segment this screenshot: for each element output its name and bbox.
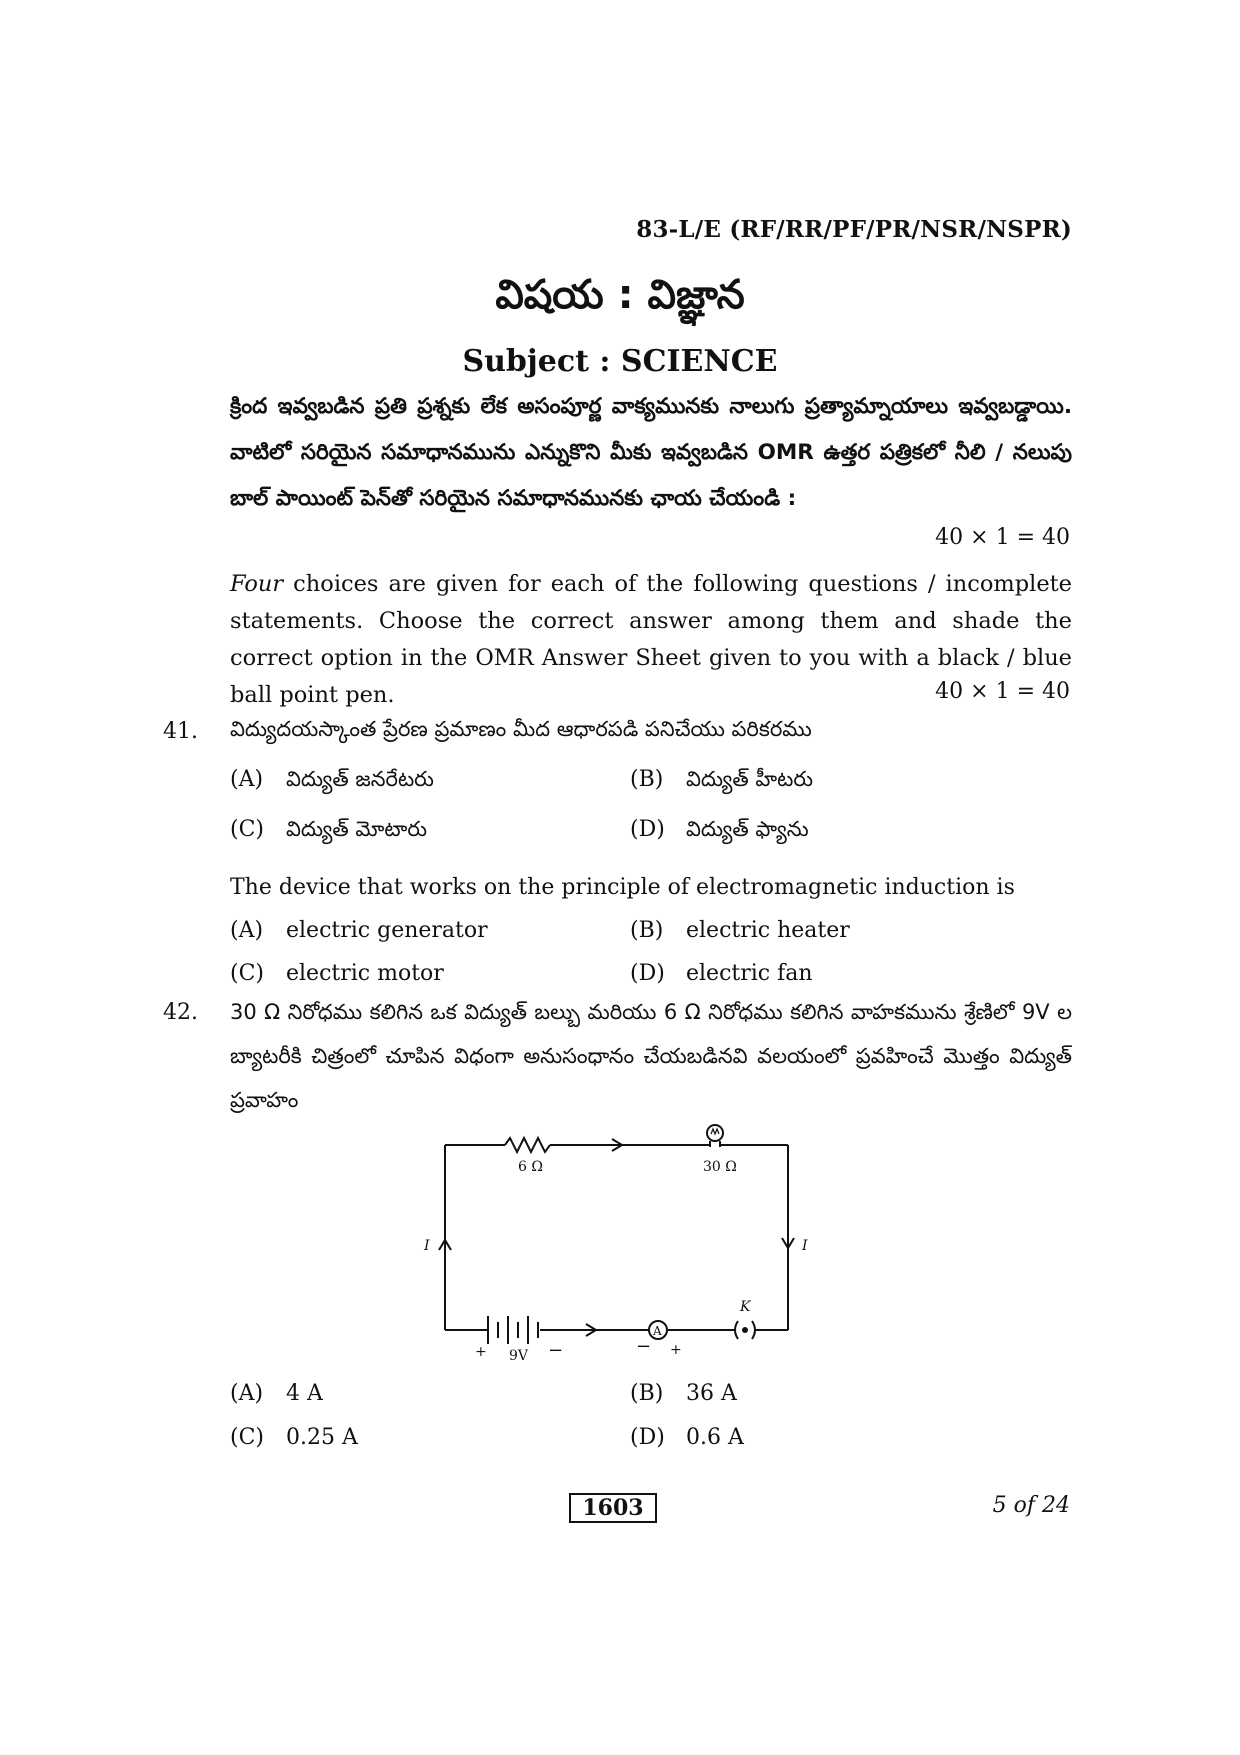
option-text: విద్యుత్ ఫ్యాను [686, 817, 809, 841]
page-code-box: 1603 [569, 1493, 657, 1523]
option-label: (D) [630, 1425, 665, 1450]
subject-title-english: Subject : SCIENCE [462, 344, 778, 379]
battery-label: 9V [509, 1348, 529, 1360]
q42-option-a[interactable] [230, 1381, 323, 1406]
option-text: విద్యుత్ మోటారు [286, 817, 428, 841]
q42-option-d[interactable] [630, 1425, 744, 1450]
option-text: electric heater [686, 918, 850, 943]
bulb-label: 30 Ω [703, 1159, 737, 1175]
ammeter-label: A [653, 1324, 662, 1338]
option-text: విద్యుత్ హీటరు [686, 767, 814, 791]
current-label-right: I [802, 1238, 808, 1254]
q41-option-d-english[interactable] [630, 961, 813, 986]
instructions-english-lead: Four [230, 571, 284, 597]
q41-option-a-english[interactable] [230, 918, 488, 943]
option-text: 4 A [286, 1381, 323, 1406]
subject-title-telugu: విషయ : విజ్ఞాన [495, 272, 745, 318]
key-label: K [740, 1299, 751, 1315]
option-text: 36 A [686, 1381, 737, 1406]
instructions-telugu: క్రింద ఇవ్వబడిన ప్రతి ప్రశ్నకు లేక అసంపూర్ణ వాక్యమునకు నాలుగు ప్రత్యామ్నాయాలు ఇవ్వబడ్డాయి. వాటిలో సరియైన సమాధానమును ఎన్నుకొని మీకు ఇవ్వబడిన OMR ఉత్తర పత్రికలో నీలి / నలుపు బాల్ పాయింట్ పెన్‌తో సరియైన సమాధానమునకు ఛాయ చేయండి : [230, 394, 1072, 511]
instructions-english-body: choices are given for each of the following questions / incomplete statements. Choose the correct answer among them and shade the correct option in the OMR Answer Sheet given to you with a black / blue ball point pen. [230, 571, 1072, 708]
option-label: (C) [230, 817, 264, 842]
q41-option-b-telugu[interactable] [630, 767, 813, 797]
option-label: (C) [230, 961, 264, 986]
option-label: (D) [630, 961, 665, 986]
option-text: 0.6 A [686, 1425, 744, 1450]
option-label: (B) [630, 918, 664, 943]
option-label: (B) [630, 1381, 664, 1406]
marks-english: 40 × 1 = 40 [935, 679, 1070, 704]
battery-symbol [488, 1316, 538, 1344]
option-label: (B) [630, 767, 664, 792]
question-41-text-telugu: విద్యుదయస్కాంత ప్రేరణ ప్రమాణం మీద ఆధారపడి పనిచేయు పరికరము [230, 717, 812, 741]
option-text: electric generator [286, 918, 488, 943]
question-41-number: 41. [163, 719, 198, 744]
page-count: 5 of 24 [992, 1493, 1070, 1518]
option-label: (C) [230, 1425, 264, 1450]
current-label-left: I [424, 1238, 430, 1254]
option-text: విద్యుత్ జనరేటరు [286, 767, 434, 791]
q41-option-c-english[interactable] [230, 961, 444, 986]
key-contact [742, 1327, 748, 1333]
option-label: (A) [230, 1381, 264, 1406]
ammeter-minus-sign: − [636, 1336, 652, 1357]
q41-option-a-telugu[interactable] [230, 767, 434, 797]
option-text: electric motor [286, 961, 444, 986]
resistor-symbol [505, 1138, 550, 1152]
battery-plus-sign: + [475, 1344, 487, 1360]
option-text: 0.25 A [286, 1425, 358, 1450]
question-42-number: 42. [163, 1000, 198, 1025]
ammeter-plus-sign: + [670, 1342, 682, 1358]
q41-option-d-telugu[interactable] [630, 817, 809, 847]
bulb-symbol [707, 1125, 723, 1147]
q41-option-c-telugu[interactable] [230, 817, 427, 847]
option-label: (A) [230, 918, 264, 943]
q41-option-b-english[interactable] [630, 918, 850, 943]
option-label: (A) [230, 767, 264, 792]
circuit-diagram [420, 1120, 820, 1360]
question-42-text-telugu: 30 Ω నిరోధము కలిగిన ఒక విద్యుత్ బల్బు మరియు 6 Ω నిరోధము కలిగిన వాహకమును శ్రేణిలో 9V ల బ్యాటరీకి చిత్రంలో చూపిన విధంగా అనుసంధానం చేయబడినవి వలయంలో ప్రవహించే మొత్తం విద్యుత్ ప్రవాహం [230, 1000, 1072, 1112]
question-41-text-english: The device that works on the principle of electromagnetic induction is [230, 875, 1015, 900]
marks-telugu: 40 × 1 = 40 [935, 525, 1070, 550]
option-text: electric fan [686, 961, 813, 986]
paper-code: 83-L/E (RF/RR/PF/PR/NSR/NSPR) [636, 216, 1072, 243]
q42-option-c[interactable] [230, 1425, 358, 1450]
option-label: (D) [630, 817, 665, 842]
resistor-label: 6 Ω [518, 1159, 543, 1175]
battery-minus-sign: − [548, 1340, 564, 1360]
q42-option-b[interactable] [630, 1381, 737, 1406]
